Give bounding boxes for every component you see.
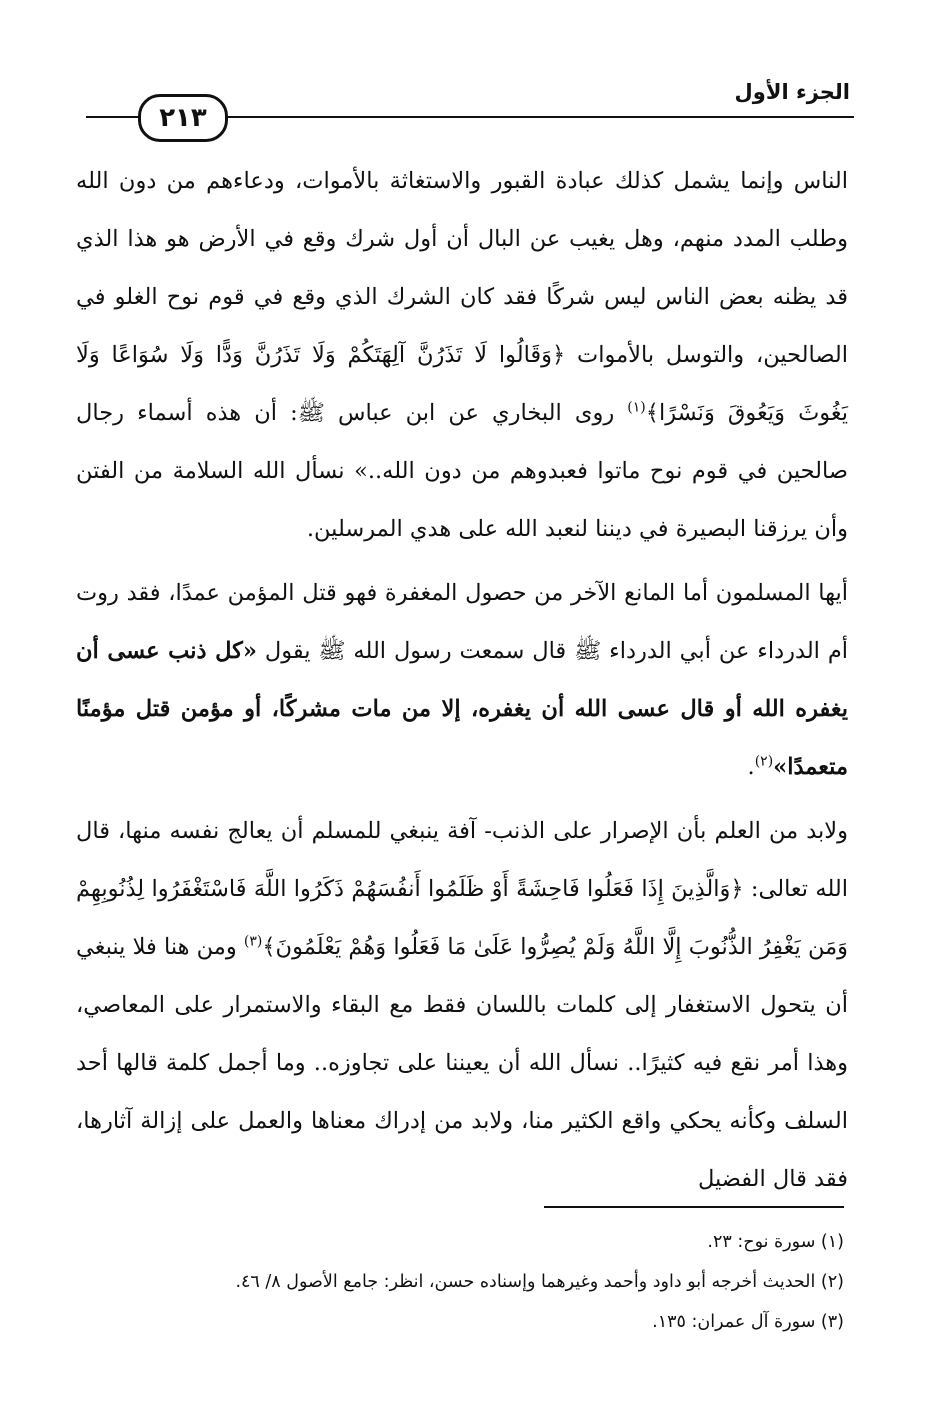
paragraph-1-text-a: الناس وإنما يشمل كذلك عبادة القبور والاستغاثة بالأموات، ودعاءهم من دون الله وطلب المدد منهم، وهل يغيب عن البال أن أول شرك وقع في الأرض هو هذا الذي قد يظنه بعض الناس ليس شركًا فقد كان الشرك الذي وقع في قوم نوح الغلو في الصالحين، والتوسل بالأموات [76, 168, 848, 368]
footnote-1: (١) سورة نوح: ٢٣. [707, 1232, 844, 1252]
hadith-quote: «كل ذنب عسى أن يغفره الله أو قال عسى الله أن يغفره، إلا من مات مشركًا، أو مؤمن قتل مؤمنًا متعمدًا» [76, 638, 848, 780]
paragraph-2-text-b: . [747, 754, 755, 780]
paragraph-1 [76, 152, 848, 558]
footnote-ref-1: (١) [627, 399, 646, 416]
footnote-2: (٢) الحديث أخرجه أبو داود وأحمد وغيرهما وإسناده حسن، انظر: جامع الأصول ٨/ ٤٦. [235, 1272, 844, 1292]
quran-verse-2: ﴿وَالَّذِينَ إِذَا فَعَلُوا فَاحِشَةً أَوْ ظَلَمُوا أَنفُسَهُمْ ذَكَرُوا اللَّهَ فَاسْتَغْفَرُوا لِذُنُوبِهِمْ وَمَن يَغْفِرُ الذُّنُوبَ إِلَّا اللَّهُ وَلَمْ يُصِرُّوا عَلَىٰ مَا فَعَلُوا وَهُمْ يَعْلَمُونَ﴾ [76, 876, 848, 960]
quran-verse-1: ﴿وَقَالُوا لَا تَذَرُنَّ آلِهَتَكُمْ وَلَا تَذَرُنَّ وَدًّا وَلَا سُوَاعًا وَلَا يَغُوثَ وَيَعُوقَ وَنَسْرًا﴾ [76, 342, 848, 426]
page-header [76, 70, 854, 140]
paragraph-3-text-a: ولابد من العلم بأن الإصرار على الذنب- آفة ينبغي للمسلم أن يعالج نفسه منها، قال الله تعالى: [76, 818, 848, 902]
page-number-badge [138, 94, 228, 142]
paragraph-2-text-a: أيها المسلمون أما المانع الآخر من حصول المغفرة فهو قتل المؤمن عمدًا، فقد روت أم الدرداء عن أبي الدرداء ﷺ قال سمعت رسول الله ﷺ يقول [76, 580, 848, 664]
footnote-separator [544, 1206, 844, 1208]
running-title: الجزء الأول [734, 80, 850, 104]
footnote-ref-2: (٢) [754, 753, 774, 770]
footnote-ref-3: (٣) [243, 933, 263, 950]
main-text [76, 152, 848, 1208]
paragraph-1-text-b: روى البخاري عن ابن عباس ﷺ: أن هذه أسماء رجال صالحين في قوم نوح ماتوا فعبدوهم من دون الله..» نسأل الله السلامة من الفتن وأن يرزقنا البصيرة في ديننا لنعبد الله على هدي المرسلين. [76, 400, 848, 542]
footnote-3: (٣) سورة آل عمران: ١٣٥. [652, 1312, 844, 1332]
paragraph-3-text-b: ومن هنا فلا ينبغي أن يتحول الاستغفار إلى كلمات باللسان فقط مع البقاء والاستمرار على المعاصي، وهذا أمر نقع فيه كثيرًا.. نسأل الله أن يعيننا على تجاوزه.. وما أجمل كلمة قالها أحد السلف وكأنه يحكي واقع الكثير منا، ولابد من إدراك معناها والعمل على إزالة آثارها، فقد قال الفضيل [76, 934, 848, 1192]
paragraph-3 [76, 802, 848, 1208]
paragraph-2 [76, 564, 848, 796]
page-number: ٢١٣ [159, 103, 207, 133]
footnotes [60, 1222, 844, 1342]
